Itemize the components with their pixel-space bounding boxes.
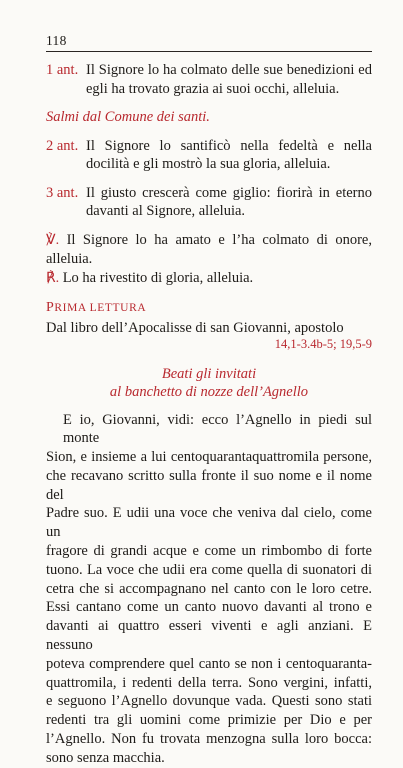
antiphon-label: 3 ant. — [46, 184, 79, 201]
antiphon-label: 1 ant. — [46, 62, 79, 78]
reading-reference: 14,1-3.4b-5; 19,5-9 — [274, 336, 372, 351]
antiphon-3 — [46, 184, 372, 221]
reading-line: Padre suo. E udii una voce che veniva dal cielo, come un — [46, 505, 372, 541]
reading-line: Essi cantano come un canto nuovo davanti al trono e — [46, 599, 372, 616]
response — [46, 269, 372, 289]
reading-line: fragore di grandi acque e come un rimbombo di forte — [46, 543, 372, 560]
reading-heading — [46, 300, 372, 316]
response-text: Lo ha rivestito di gloria, alleluia. — [62, 269, 254, 286]
reading-line: e seguono l’Agnello dovunque vada. Questi sono stati — [46, 693, 372, 710]
versicle-symbol: ℣. — [46, 232, 60, 248]
versicle-text: Il Signore lo ha amato e l’ha colmato di onore, alleluia. — [46, 231, 372, 267]
antiphon-text — [86, 184, 372, 221]
reading-source: Dal libro dell’Apocalisse di san Giovanni, apostolo — [46, 320, 344, 336]
response-symbol: ℟. — [46, 270, 60, 286]
reading-title-line-2: al banchetto di nozze dell’Agnello — [109, 384, 309, 400]
page-content — [46, 61, 372, 768]
antiphon-1 — [46, 61, 372, 98]
reading-line: cetra che si accompagnano nel canto con le loro cetre. — [46, 580, 372, 597]
versicle — [46, 231, 372, 269]
rubric-note: Salmi dal Comune dei santi. — [46, 109, 210, 125]
reading-heading-rest: RIMA LETTURA — [54, 302, 147, 314]
reading-title-line-1: Beati gli invitati — [161, 365, 257, 382]
reading-line: tuono. La voce che udii era come quella di suonatori di — [46, 561, 372, 578]
page-number: 118 — [46, 33, 67, 48]
reading-line: E io, Giovanni, vidi: ecco l’Agnello in piedi sul monte — [63, 411, 372, 447]
reading-line: sono senza macchia. — [46, 749, 165, 766]
antiphon-2 — [46, 137, 372, 174]
header-rule — [46, 51, 372, 52]
reading-title — [46, 365, 372, 402]
antiphon-text: Il Signore lo santificò nella fedeltà e nella docilità e gli mostrò la sua gloria, alleluia. — [86, 137, 372, 172]
reading-line: l’Agnello. Non fu trovata menzogna sulla loro bocca: — [46, 731, 372, 748]
antiphon-label: 2 ant. — [46, 137, 79, 154]
reading-line: quattromila, i redenti della terra. Sono vergini, infatti, — [46, 674, 372, 691]
reading-line: che recavano scritto sulla fronte il suo nome e il nome del — [46, 467, 372, 503]
antiphon-text-content: Il giusto crescerà come giglio: fiorirà in eterno davanti al Signore, alleluia. — [86, 184, 372, 219]
reading-line: poteva comprendere quel canto se non i centoquaranta- — [46, 655, 372, 672]
reading-line: redenti tra gli uomini come primizie per Dio e per — [46, 712, 372, 729]
reading-heading-initial: P — [46, 300, 55, 315]
antiphon-text: Il Signore lo ha colmato delle sue benedizioni ed egli ha trovato grazia ai suoi occhi, alleluia. — [86, 62, 372, 97]
reading-line: davanti ai quattro esseri viventi e agli anziani. E nessuno — [46, 618, 372, 654]
reading-line: Sion, e insieme a lui centoquarantaquattromila persone, — [46, 449, 372, 466]
reading-body — [46, 411, 372, 768]
